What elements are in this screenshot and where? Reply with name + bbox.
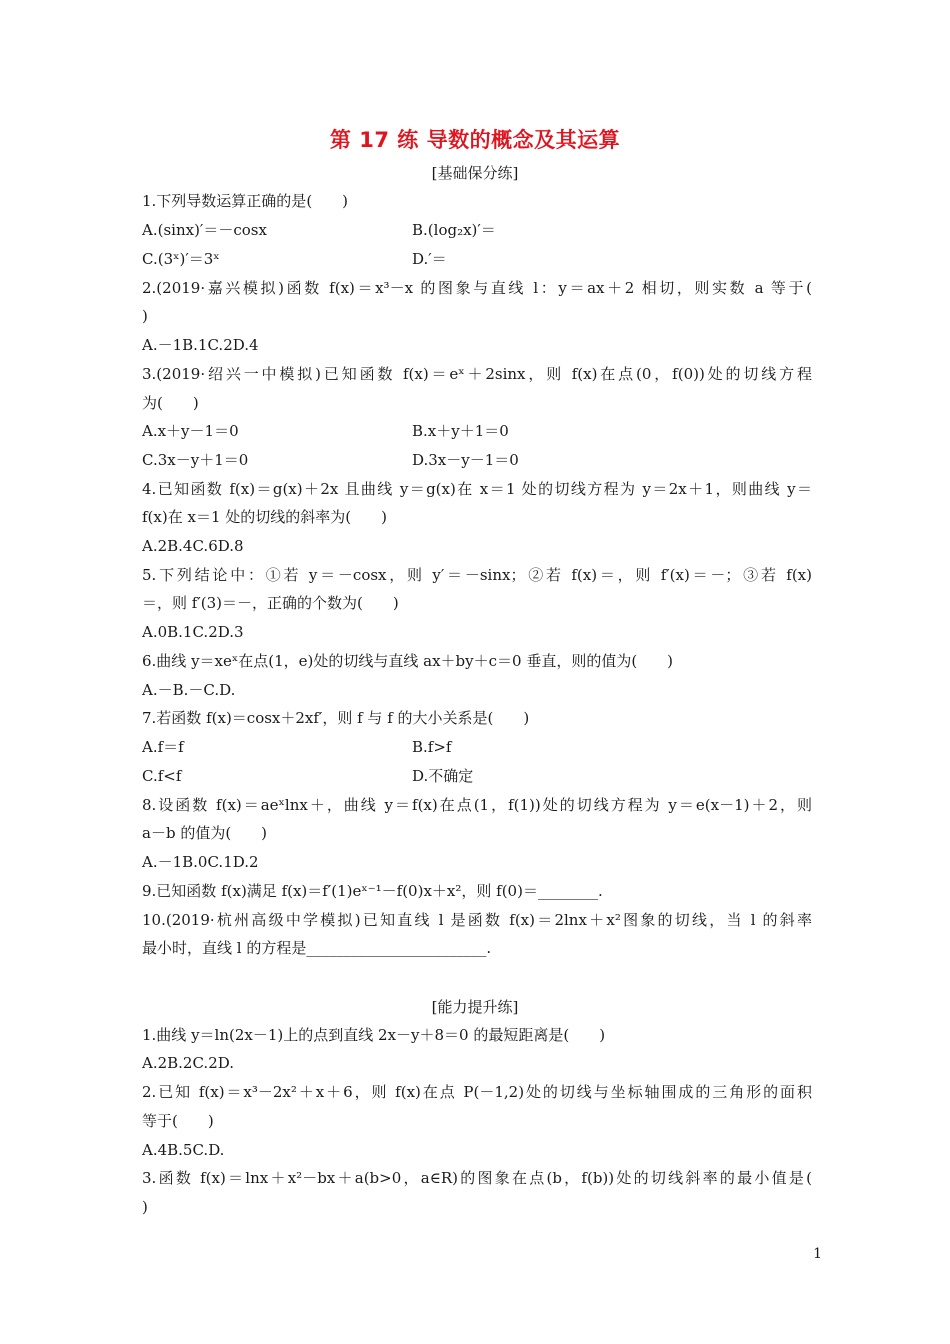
- question-5: 5.下列结论中：①若 y＝－cosx，则 y′＝－sinx；②若 f(x)＝，则 f′(x)＝－；③若 f(x): [142, 566, 812, 584]
- page-title: 第 17 练 导数的概念及其运算: [329, 128, 621, 152]
- question-7: 7.若函数 f(x)＝cosx＋2xf′，则 f 与 f 的大小关系是( ): [142, 709, 530, 727]
- question-5-cont: ＝，则 f′(3)＝－，正确的个数为( ): [142, 594, 399, 612]
- q1-option-a: A.(sinx)′＝－cosx: [142, 221, 267, 239]
- q3-option-c: C.3x－y＋1＝0: [142, 451, 249, 469]
- question-10-cont: 最小时，直线 l 的方程是________________________.: [142, 939, 492, 957]
- q1-option-c: C.(3ˣ)′＝3ˣ: [142, 250, 220, 268]
- q3-option-a: A.x＋y－1＝0: [142, 422, 239, 440]
- section-heading-advanced: [能力提升练]: [431, 998, 519, 1016]
- question-9: 9.已知函数 f(x)满足 f(x)＝f′(1)eˣ⁻¹－f(0)x＋x²，则 f(0)＝________.: [142, 882, 603, 900]
- advanced-q1-options: A.2B.2C.2D.: [142, 1054, 234, 1072]
- question-3: 3.(2019·绍兴一中模拟)已知函数 f(x)＝eˣ＋2sinx，则 f(x)在点(0，f(0))处的切线方程: [142, 365, 812, 383]
- page-number: 1: [813, 1246, 822, 1262]
- q7-option-b: B.f>f: [412, 738, 452, 756]
- q1-option-d: D.′＝: [412, 250, 447, 268]
- question-4-cont: f(x)在 x＝1 处的切线的斜率为( ): [142, 508, 387, 526]
- question-4: 4.已知函数 f(x)＝g(x)＋2x 且曲线 y＝g(x)在 x＝1 处的切线方程为 y＝2x＋1，则曲线 y＝: [142, 480, 812, 498]
- question-2-cont: ): [142, 307, 148, 325]
- q7-option-d: D.不确定: [412, 767, 474, 785]
- question-3-cont: 为( ): [142, 394, 199, 412]
- question-8: 8.设函数 f(x)＝aeˣlnx＋，曲线 y＝f(x)在点(1，f(1))处的切线方程为 y＝e(x－1)＋2，则: [142, 796, 812, 814]
- question-2: 2.(2019·嘉兴模拟)函数 f(x)＝x³－x 的图象与直线 l：y＝ax＋2 相切，则实数 a 等于(: [142, 279, 812, 297]
- q8-options: A.－1B.0C.1D.2: [142, 853, 259, 871]
- question-6: 6.曲线 y＝xeˣ在点(1，e)处的切线与直线 ax＋by＋c＝0 垂直，则的值为( ): [142, 652, 674, 670]
- advanced-question-1: 1.曲线 y＝ln(2x－1)上的点到直线 2x－y＋8＝0 的最短距离是( ): [142, 1026, 606, 1044]
- advanced-q2-options: A.4B.5C.D.: [142, 1141, 225, 1159]
- q3-option-b: B.x＋y＋1＝0: [412, 422, 509, 440]
- question-10: 10.(2019·杭州高级中学模拟)已知直线 l 是函数 f(x)＝2lnx＋x²图象的切线，当 l 的斜率: [142, 911, 812, 929]
- q4-options: A.2B.4C.6D.8: [142, 537, 244, 555]
- question-1: 1.下列导数运算正确的是( ): [142, 192, 349, 210]
- advanced-question-3-cont: ): [142, 1198, 148, 1216]
- q7-option-a: A.f＝f: [142, 738, 184, 756]
- q5-options: A.0B.1C.2D.3: [142, 623, 244, 641]
- q1-option-b: B.(log₂x)′＝: [412, 221, 496, 239]
- advanced-question-3: 3.函数 f(x)＝lnx＋x²－bx＋a(b>0，a∈R)的图象在点(b，f(b))处的切线斜率的最小值是(: [142, 1169, 812, 1187]
- advanced-question-2: 2.已知 f(x)＝x³－2x²＋x＋6，则 f(x)在点 P(－1,2)处的切线与坐标轴围成的三角形的面积: [142, 1083, 812, 1101]
- q3-option-d: D.3x－y－1＝0: [412, 451, 519, 469]
- section-heading-basic: [基础保分练]: [431, 164, 519, 182]
- q2-options: A.－1B.1C.2D.4: [142, 336, 259, 354]
- question-8-cont: a－b 的值为( ): [142, 824, 268, 842]
- q7-option-c: C.f<f: [142, 767, 182, 785]
- q6-options: A.－B.－C.D.: [142, 681, 236, 699]
- advanced-question-2-cont: 等于( ): [142, 1112, 214, 1130]
